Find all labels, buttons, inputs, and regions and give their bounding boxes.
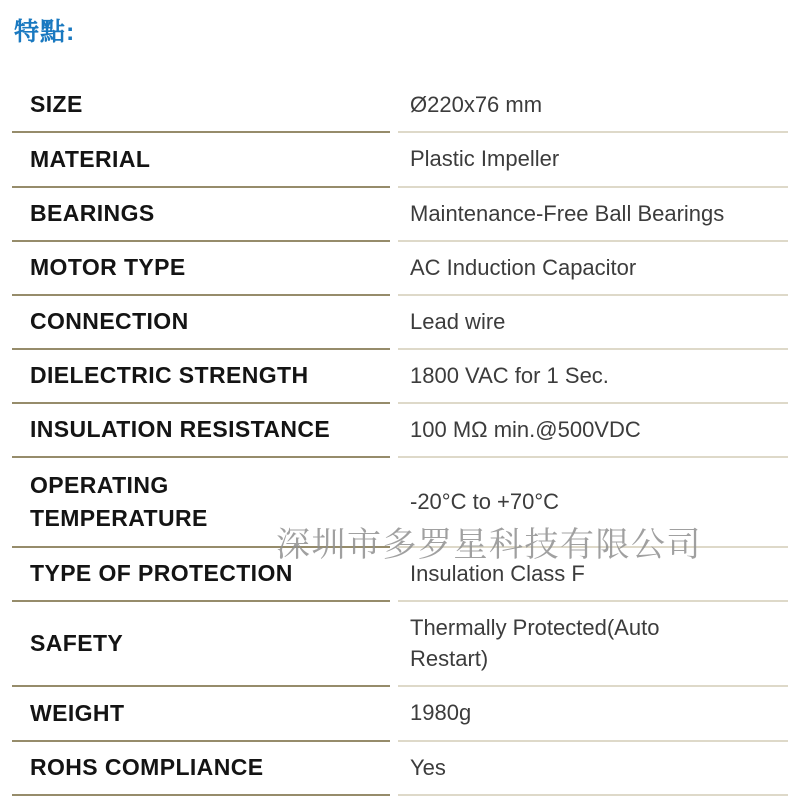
spec-row <box>12 458 788 548</box>
spec-value-cell <box>398 133 788 188</box>
spec-value-cell <box>398 188 788 242</box>
spec-value-cell <box>398 548 788 602</box>
spec-value: Plastic Impeller <box>410 146 560 172</box>
spec-label: TYPE OF PROTECTION <box>30 560 293 587</box>
spec-label-cell <box>12 296 390 350</box>
spec-label-cell <box>12 242 390 296</box>
spec-label: MATERIAL <box>30 145 151 172</box>
spec-label-cell <box>12 742 390 796</box>
spec-label: BEARINGS <box>30 200 155 227</box>
spec-value-cell <box>398 602 788 687</box>
spec-label: INSULATION RESISTANCE <box>30 416 331 443</box>
spec-table <box>12 79 788 796</box>
spec-row <box>12 188 788 242</box>
spec-value-cell <box>398 404 788 458</box>
spec-label-cell <box>12 133 390 188</box>
watermark-text: 深圳市多罗星科技有限公司 <box>276 526 702 564</box>
spec-value: Insulation Class F <box>410 560 585 586</box>
spec-value-cell <box>398 79 788 133</box>
spec-label-cell <box>12 548 390 602</box>
spec-label-cell <box>12 458 390 548</box>
spec-value: -20°C to +70°C <box>410 488 560 514</box>
spec-value-cell <box>398 350 788 404</box>
spec-row <box>12 133 788 188</box>
spec-row <box>12 350 788 404</box>
spec-label: ROHS COMPLIANCE <box>30 754 264 781</box>
spec-label-cell <box>12 404 390 458</box>
spec-value: 1980g <box>410 700 472 726</box>
spec-value-cell <box>398 296 788 350</box>
spec-label-cell <box>12 687 390 742</box>
spec-row <box>12 742 788 796</box>
spec-label-cell <box>12 188 390 242</box>
spec-value: Ø220x76 mm <box>410 91 543 117</box>
spec-value-cell <box>398 458 788 548</box>
spec-value-cell <box>398 687 788 742</box>
spec-label: SIZE <box>30 91 83 118</box>
spec-value: AC Induction Capacitor <box>410 254 637 280</box>
spec-value: 100 MΩ min.@500VDC <box>410 416 641 442</box>
spec-label: CONNECTION <box>30 308 189 335</box>
spec-row <box>12 404 788 458</box>
spec-row <box>12 548 788 602</box>
spec-label: MOTOR TYPE <box>30 254 186 281</box>
spec-label: WEIGHT <box>30 699 125 726</box>
spec-row <box>12 602 788 687</box>
spec-value: Yes <box>410 754 446 780</box>
spec-row <box>12 242 788 296</box>
spec-label: OPERATING TEMPERATURE <box>30 471 208 531</box>
spec-value: Thermally Protected(Auto Restart) <box>410 614 660 671</box>
spec-label: SAFETY <box>30 629 124 656</box>
spec-label-cell <box>12 79 390 133</box>
spec-row <box>12 79 788 133</box>
spec-value-cell <box>398 742 788 796</box>
spec-value-cell <box>398 242 788 296</box>
spec-label: DIELECTRIC STRENGTH <box>30 362 309 389</box>
page-title: 特點: <box>14 18 76 46</box>
spec-row <box>12 687 788 742</box>
spec-row <box>12 296 788 350</box>
spec-value: 1800 VAC for 1 Sec. <box>410 362 609 388</box>
spec-label-cell <box>12 602 390 687</box>
spec-label-cell <box>12 350 390 404</box>
spec-value: Lead wire <box>410 308 506 334</box>
spec-value: Maintenance-Free Ball Bearings <box>410 200 725 226</box>
